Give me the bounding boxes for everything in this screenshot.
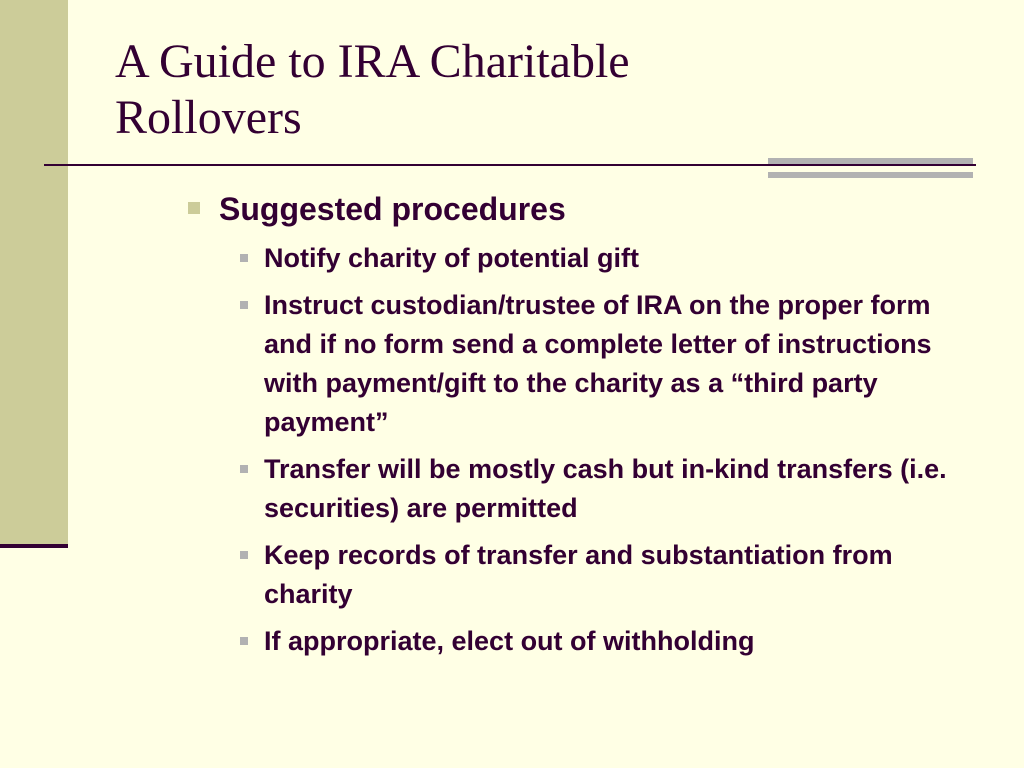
list-item <box>240 536 980 614</box>
list-item <box>240 239 980 278</box>
list-item-text: If appropriate, elect out of withholding <box>264 626 755 656</box>
small-square-bullet-icon <box>240 301 248 309</box>
small-square-bullet-icon <box>240 551 248 559</box>
list-item <box>240 622 980 661</box>
square-bullet-icon <box>188 202 200 214</box>
small-square-bullet-icon <box>240 254 248 262</box>
small-square-bullet-icon <box>240 465 248 473</box>
sub-bullet-list <box>240 239 980 669</box>
list-item-text: Keep records of transfer and substantiation from charity <box>264 540 893 609</box>
bullet-heading: Suggested procedures <box>219 191 566 227</box>
small-square-bullet-icon <box>240 637 248 645</box>
list-item <box>240 286 980 442</box>
slide-title: A Guide to IRA Charitable Rollovers <box>115 35 630 144</box>
list-item-text: Instruct custodian/trustee of IRA on the proper form and if no form send a complete letter of instructions with payment/gift to the charity as a “third party payment” <box>264 290 932 437</box>
list-item-text: Notify charity of potential gift <box>264 243 639 273</box>
list-item <box>240 450 980 528</box>
list-item-text: Transfer will be mostly cash but in-kind transfers (i.e. securities) are permitted <box>264 454 947 523</box>
